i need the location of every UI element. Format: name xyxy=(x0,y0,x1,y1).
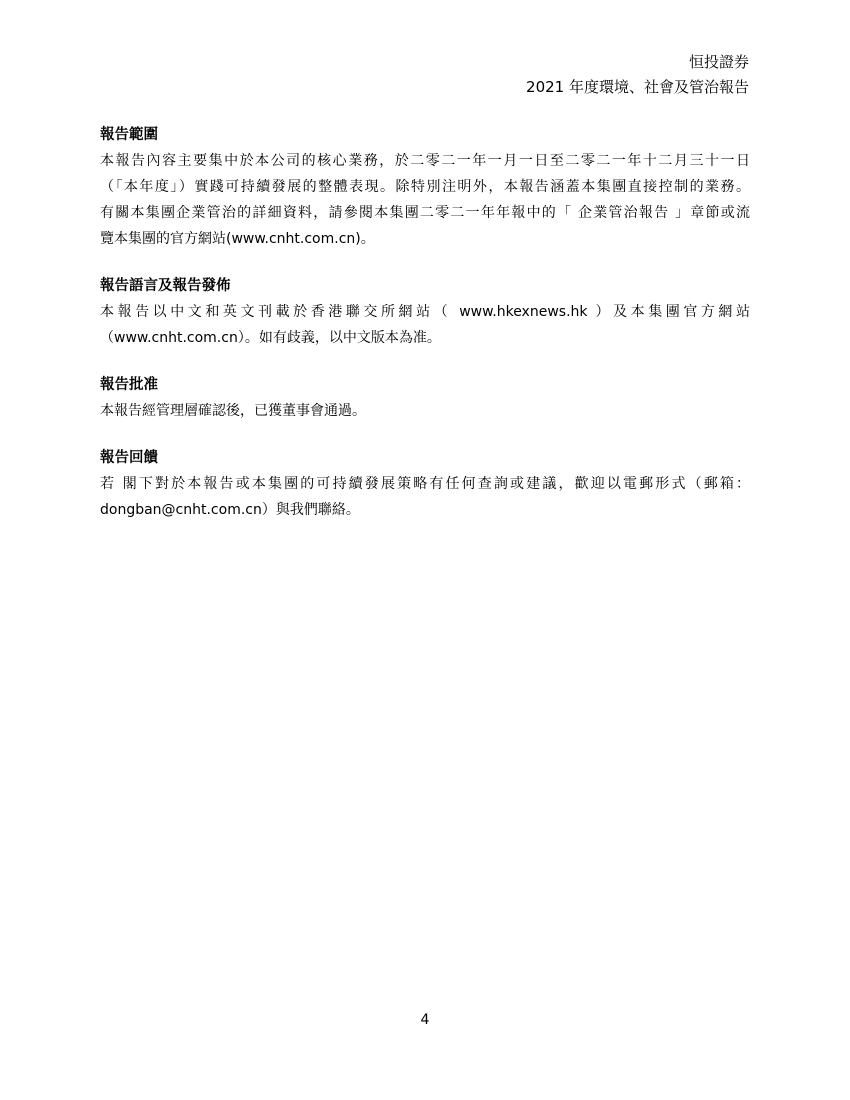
section-report-language xyxy=(100,275,750,351)
section-report-approval xyxy=(100,374,750,424)
header-company-name: 恒投證券 xyxy=(688,53,749,71)
section-title: 報告回饋 xyxy=(100,450,158,466)
paragraph-line: 本報告以中文和英文刊載於香港聯交所網站（ www.hkexnews.hk ）及本集團官方網站 xyxy=(100,304,750,320)
paragraph-line: （「本年度」）實踐可持續發展的整體表現。除特別注明外，本報告涵蓋本集團直接控制的業務。 xyxy=(100,179,750,195)
paragraph-line: （www.cnht.com.cn）。如有歧義，以中文版本為准。 xyxy=(100,330,441,346)
section-title: 報告批准 xyxy=(100,377,158,393)
paragraph-line: 若 閣下對於本報告或本集團的可持續發展策略有任何查詢或建議，歡迎以電郵形式（郵箱： xyxy=(100,476,750,492)
header-report-title: 2021 年度環境、社會及管治報告 xyxy=(526,78,749,96)
section-report-scope xyxy=(100,124,750,252)
section-title: 報告範圍 xyxy=(100,127,158,143)
section-report-feedback xyxy=(100,447,750,523)
section-title: 報告語言及報告發佈 xyxy=(100,278,231,294)
paragraph-line: 本報告內容主要集中於本公司的核心業務，於二零二一年一月一日至二零二一年十二月三十一日 xyxy=(100,153,750,169)
page-number: 4 xyxy=(420,1012,430,1028)
document-body xyxy=(100,124,750,546)
paragraph-line: 本報告經管理層確認後，已獲董事會通過。 xyxy=(100,403,366,419)
page-header xyxy=(526,50,749,100)
paragraph-line: 有關本集團企業管治的詳細資料，請參閱本集團二零二一年年報中的「 企業管治報告 」章節或流 xyxy=(100,205,750,221)
paragraph-line: 覽本集團的官方網站(www.cnht.com.cn)。 xyxy=(100,231,375,247)
paragraph-line: dongban@cnht.com.cn）與我們聯絡。 xyxy=(100,502,360,518)
